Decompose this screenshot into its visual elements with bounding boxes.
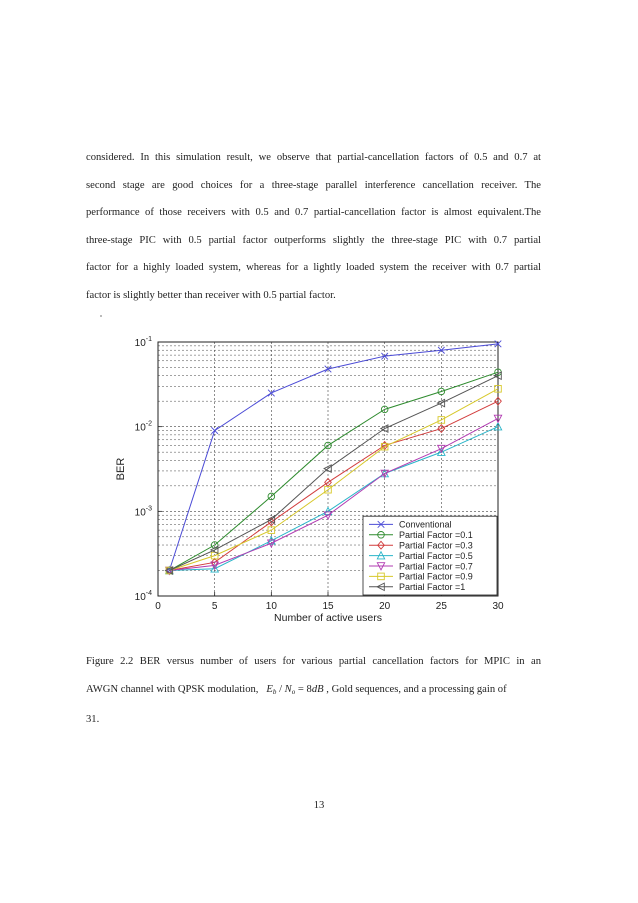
- y-tick-exponent: -2: [145, 420, 152, 428]
- legend-label: Partial Factor =0.1: [399, 530, 473, 541]
- y-axis-label: BER: [115, 457, 127, 481]
- y-tick-exponent: -4: [145, 590, 152, 597]
- y-tick-base: 10: [134, 507, 146, 519]
- body-paragraph: [86, 144, 541, 310]
- y-tick-exponent: -3: [145, 505, 152, 513]
- paragraph-line: factor is slightly better than receiver with 0.5 partial factor.: [86, 289, 336, 301]
- legend-label: Partial Factor =1: [399, 582, 466, 593]
- x-tick-label: 15: [322, 601, 334, 612]
- math-unit: dB: [311, 683, 324, 695]
- y-tick-label: [135, 421, 152, 434]
- math-symbol: N: [284, 683, 292, 695]
- caption-text: AWGN channel with QPSK modulation,: [86, 683, 259, 695]
- legend-label: Partial Factor =0.7: [399, 561, 473, 572]
- math-operator: /: [279, 683, 283, 695]
- y-tick-base: 10: [134, 592, 146, 603]
- paragraph-line: considered. In this simulation result, we observe that partial-cancellation factors of 0.5 and 0.7 at: [86, 152, 541, 163]
- x-tick-label: 25: [435, 601, 447, 612]
- math-subscript: b: [272, 687, 277, 696]
- y-tick-label: [135, 590, 152, 603]
- paragraph-line: factor for a highly loaded system, whereas for a lightly loaded system the receiver with 0.7 partial: [86, 262, 541, 274]
- y-tick-base: 10: [134, 422, 146, 434]
- caption-line: [86, 676, 541, 707]
- math-expression: [266, 684, 323, 695]
- x-tick-label: 30: [492, 601, 504, 612]
- chart-legend: [363, 516, 497, 595]
- legend-label: Partial Factor =0.3: [399, 540, 473, 551]
- page-number: 13: [313, 800, 325, 811]
- paragraph-line: performance of those receivers with 0.5 and 0.7 partial-cancellation factor is almost equivalent.The: [86, 207, 541, 219]
- caption-line: Figure 2.2 BER versus number of users for various partial cancellation factors for MPIC in an: [86, 656, 541, 667]
- y-tick-base: 10: [134, 338, 146, 349]
- paragraph-line: three-stage PIC with 0.5 partial factor outperforms slightly the three-stage PIC with 0.7 partial: [86, 234, 541, 246]
- x-tick-label: 20: [379, 601, 391, 612]
- ber-chart: [108, 326, 518, 638]
- figure-caption: [86, 648, 541, 734]
- legend-label: Conventional: [399, 519, 452, 530]
- y-tick-label: [135, 336, 152, 349]
- legend-label: Partial Factor =0.5: [399, 550, 473, 561]
- x-tick-label: 0: [155, 601, 161, 612]
- x-axis-label: Number of active users: [274, 612, 382, 624]
- y-tick-label: [135, 505, 152, 518]
- caption-line: 31.: [86, 714, 100, 726]
- x-tick-label: 10: [265, 601, 277, 612]
- scan-speck: [100, 315, 102, 317]
- math-symbol: E: [266, 683, 273, 695]
- math-subscript: o: [291, 687, 296, 696]
- x-tick-label: 5: [211, 601, 218, 612]
- caption-text: , Gold sequences, and a processing gain of: [326, 683, 507, 695]
- legend-label: Partial Factor =0.9: [399, 571, 473, 582]
- math-operator: = 8: [297, 683, 312, 695]
- y-tick-exponent: -1: [145, 336, 152, 343]
- paragraph-line: second stage are good choices for a three-stage parallel interference cancellation receiver. The: [86, 179, 541, 191]
- data-point: [211, 427, 218, 434]
